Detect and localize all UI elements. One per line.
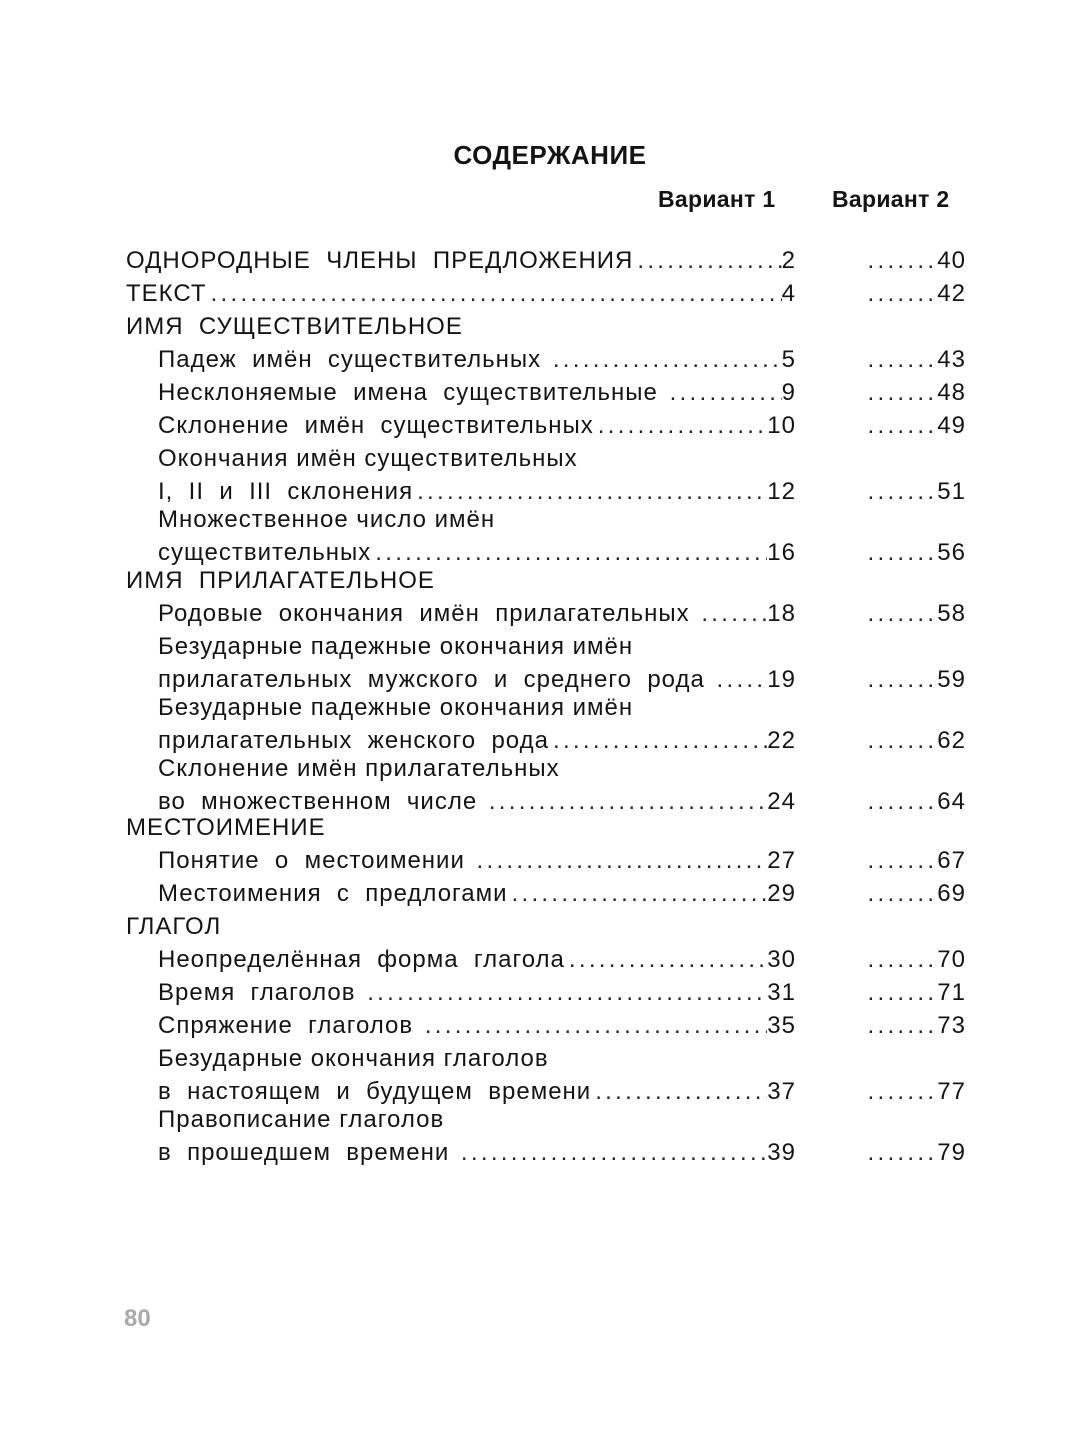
- page-ref-variant-2: 62: [937, 727, 966, 754]
- dot-leader: .......: [867, 880, 938, 907]
- entry-title: прилагательных женского рода: [158, 727, 549, 754]
- page-ref-variant-2: 42: [937, 280, 966, 307]
- toc-subentry: [158, 976, 966, 1009]
- page-number: 80: [124, 1305, 151, 1332]
- page-ref-variant-1: 39: [767, 1139, 796, 1166]
- dot-leader: .......: [867, 1078, 938, 1105]
- toc-subentry: [158, 691, 966, 757]
- page-ref-variant-2: 51: [937, 478, 966, 505]
- entry-title-line1: Безударные падежные окончания имён: [158, 694, 634, 721]
- dot-leader: [701, 597, 767, 630]
- entry-title-line1: Множественное число имён: [158, 506, 496, 533]
- dot-leader: .......: [867, 379, 938, 406]
- dot-leader: [477, 844, 768, 877]
- dot-leader: .......: [867, 346, 938, 373]
- page-ref-variant-2: 48: [937, 379, 966, 406]
- toc-section: [126, 310, 966, 343]
- page-ref-variant-2: 79: [937, 1139, 966, 1166]
- dot-leader: .......: [867, 847, 938, 874]
- dot-leader: .......: [867, 979, 938, 1006]
- page-ref-variant-1: 37: [767, 1078, 796, 1105]
- page-ref-variant-1: 12: [767, 478, 796, 505]
- toc-section: [126, 811, 966, 844]
- entry-title: МЕСТОИМЕНИЕ: [126, 814, 326, 841]
- page-ref-variant-2: 64: [937, 788, 966, 815]
- entry-title: Несклоняемые имена существительные: [158, 379, 666, 406]
- page-ref-variant-2: 73: [937, 1012, 966, 1039]
- column-header-variant-2: Вариант 2: [832, 186, 950, 212]
- toc-section: [126, 244, 966, 277]
- entry-title-line1: Правописание глаголов: [158, 1106, 445, 1133]
- dot-leader: .......: [867, 478, 938, 505]
- entry-title: ГЛАГОЛ: [126, 913, 222, 940]
- page-ref-variant-2: 49: [937, 412, 966, 439]
- toc-subentry: [158, 877, 966, 910]
- toc-subentry: [158, 376, 966, 409]
- dot-leader: [598, 409, 768, 442]
- entry-title-line1: Безударные окончания глаголов: [158, 1045, 549, 1072]
- dot-leader: [512, 877, 768, 910]
- dot-leader: [461, 1136, 767, 1169]
- dot-leader: .......: [867, 1139, 938, 1166]
- page-ref-variant-1: 29: [767, 880, 796, 907]
- entry-title: Спряжение глаголов: [158, 1012, 421, 1039]
- entry-title: ИМЯ ПРИЛАГАТЕЛЬНОЕ: [126, 567, 435, 594]
- entry-title: Неопределённая форма глагола: [158, 946, 565, 973]
- entry-title: Родовые окончания имён прилагательных: [158, 600, 698, 627]
- page-ref-variant-1: 24: [767, 788, 796, 815]
- dot-leader: .......: [867, 412, 938, 439]
- page-ref-variant-1: 27: [767, 847, 796, 874]
- page-ref-variant-1: 19: [767, 666, 796, 693]
- page-ref-variant-1: 9: [781, 379, 796, 406]
- page-ref-variant-1: 16: [767, 539, 796, 566]
- entry-title: I, II и III склонения: [158, 478, 414, 505]
- page-ref-variant-2: 77: [937, 1078, 966, 1105]
- toc-subentry: [158, 597, 966, 630]
- dot-leader: [211, 277, 782, 310]
- toc-subentry: [158, 343, 966, 376]
- page-ref-variant-2: 56: [937, 539, 966, 566]
- entry-title-line1: Склонение имён прилагательных: [158, 755, 560, 782]
- entry-title: Падеж имён существительных: [158, 346, 549, 373]
- toc-subentry: [158, 1042, 966, 1108]
- toc-subentry: [158, 409, 966, 442]
- dot-leader: .......: [867, 600, 938, 627]
- dot-leader: .......: [867, 539, 938, 566]
- dot-leader: [637, 244, 781, 277]
- page-ref-variant-1: 30: [767, 946, 796, 973]
- page-ref-variant-2: 70: [937, 946, 966, 973]
- page-ref-variant-2: 58: [937, 600, 966, 627]
- dot-leader: [670, 376, 782, 409]
- entry-title: существительных: [158, 539, 372, 566]
- entry-title: во множественном числе: [158, 788, 485, 815]
- column-header-variant-1: Вариант 1: [658, 186, 776, 212]
- entry-title-line1: Безударные падежные окончания имён: [158, 633, 634, 660]
- toc-section: [126, 910, 966, 943]
- dot-leader: .......: [867, 280, 938, 307]
- entry-title: Время глаголов: [158, 979, 364, 1006]
- page-ref-variant-1: 4: [781, 280, 796, 307]
- dot-leader: [569, 943, 767, 976]
- entry-title: прилагательных мужского и среднего рода: [158, 666, 713, 693]
- entry-title: ОДНОРОДНЫЕ ЧЛЕНЫ ПРЕДЛОЖЕНИЯ: [126, 247, 634, 274]
- page-ref-variant-1: 2: [781, 247, 796, 274]
- toc-section: [126, 277, 966, 310]
- toc-subentry: [158, 630, 966, 696]
- page-ref-variant-2: 69: [937, 880, 966, 907]
- dot-leader: .......: [867, 727, 938, 754]
- dot-leader: .......: [867, 666, 938, 693]
- entry-title: ТЕКСТ: [126, 280, 207, 307]
- dot-leader: .......: [867, 788, 938, 815]
- entry-title-line1: Окончания имён существительных: [158, 445, 578, 472]
- dot-leader: .......: [867, 1012, 938, 1039]
- page-ref-variant-1: 31: [767, 979, 796, 1006]
- page-ref-variant-2: 71: [937, 979, 966, 1006]
- page-title: СОДЕРЖАНИЕ: [453, 140, 647, 170]
- entry-title: Понятие о местоимении: [158, 847, 473, 874]
- toc-subentry: [158, 503, 966, 569]
- page-ref-variant-2: 43: [937, 346, 966, 373]
- page-ref-variant-1: 10: [767, 412, 796, 439]
- entry-title: в настоящем и будущем времени: [158, 1078, 592, 1105]
- page-ref-variant-1: 22: [767, 727, 796, 754]
- page-ref-variant-2: 59: [937, 666, 966, 693]
- dot-leader: .......: [867, 247, 938, 274]
- dot-leader: .......: [867, 946, 938, 973]
- dot-leader: [425, 1009, 767, 1042]
- page-ref-variant-1: 5: [781, 346, 796, 373]
- toc-subentry: [158, 1103, 966, 1169]
- toc-subentry: [158, 752, 966, 818]
- toc-subentry: [158, 844, 966, 877]
- toc-subentry: [158, 943, 966, 976]
- entry-title: в прошедшем времени: [158, 1139, 457, 1166]
- page-ref-variant-1: 35: [767, 1012, 796, 1039]
- toc-section: [126, 564, 966, 597]
- entry-title: Местоимения с предлогами: [158, 880, 508, 907]
- toc-subentry: [158, 442, 966, 508]
- dot-leader: [367, 976, 767, 1009]
- dot-leader: [553, 343, 782, 376]
- entry-title: Склонение имён существительных: [158, 412, 594, 439]
- entry-title: ИМЯ СУЩЕСТВИТЕЛЬНОЕ: [126, 313, 463, 340]
- page-ref-variant-2: 40: [937, 247, 966, 274]
- toc-subentry: [158, 1009, 966, 1042]
- page-ref-variant-2: 67: [937, 847, 966, 874]
- page-ref-variant-1: 18: [767, 600, 796, 627]
